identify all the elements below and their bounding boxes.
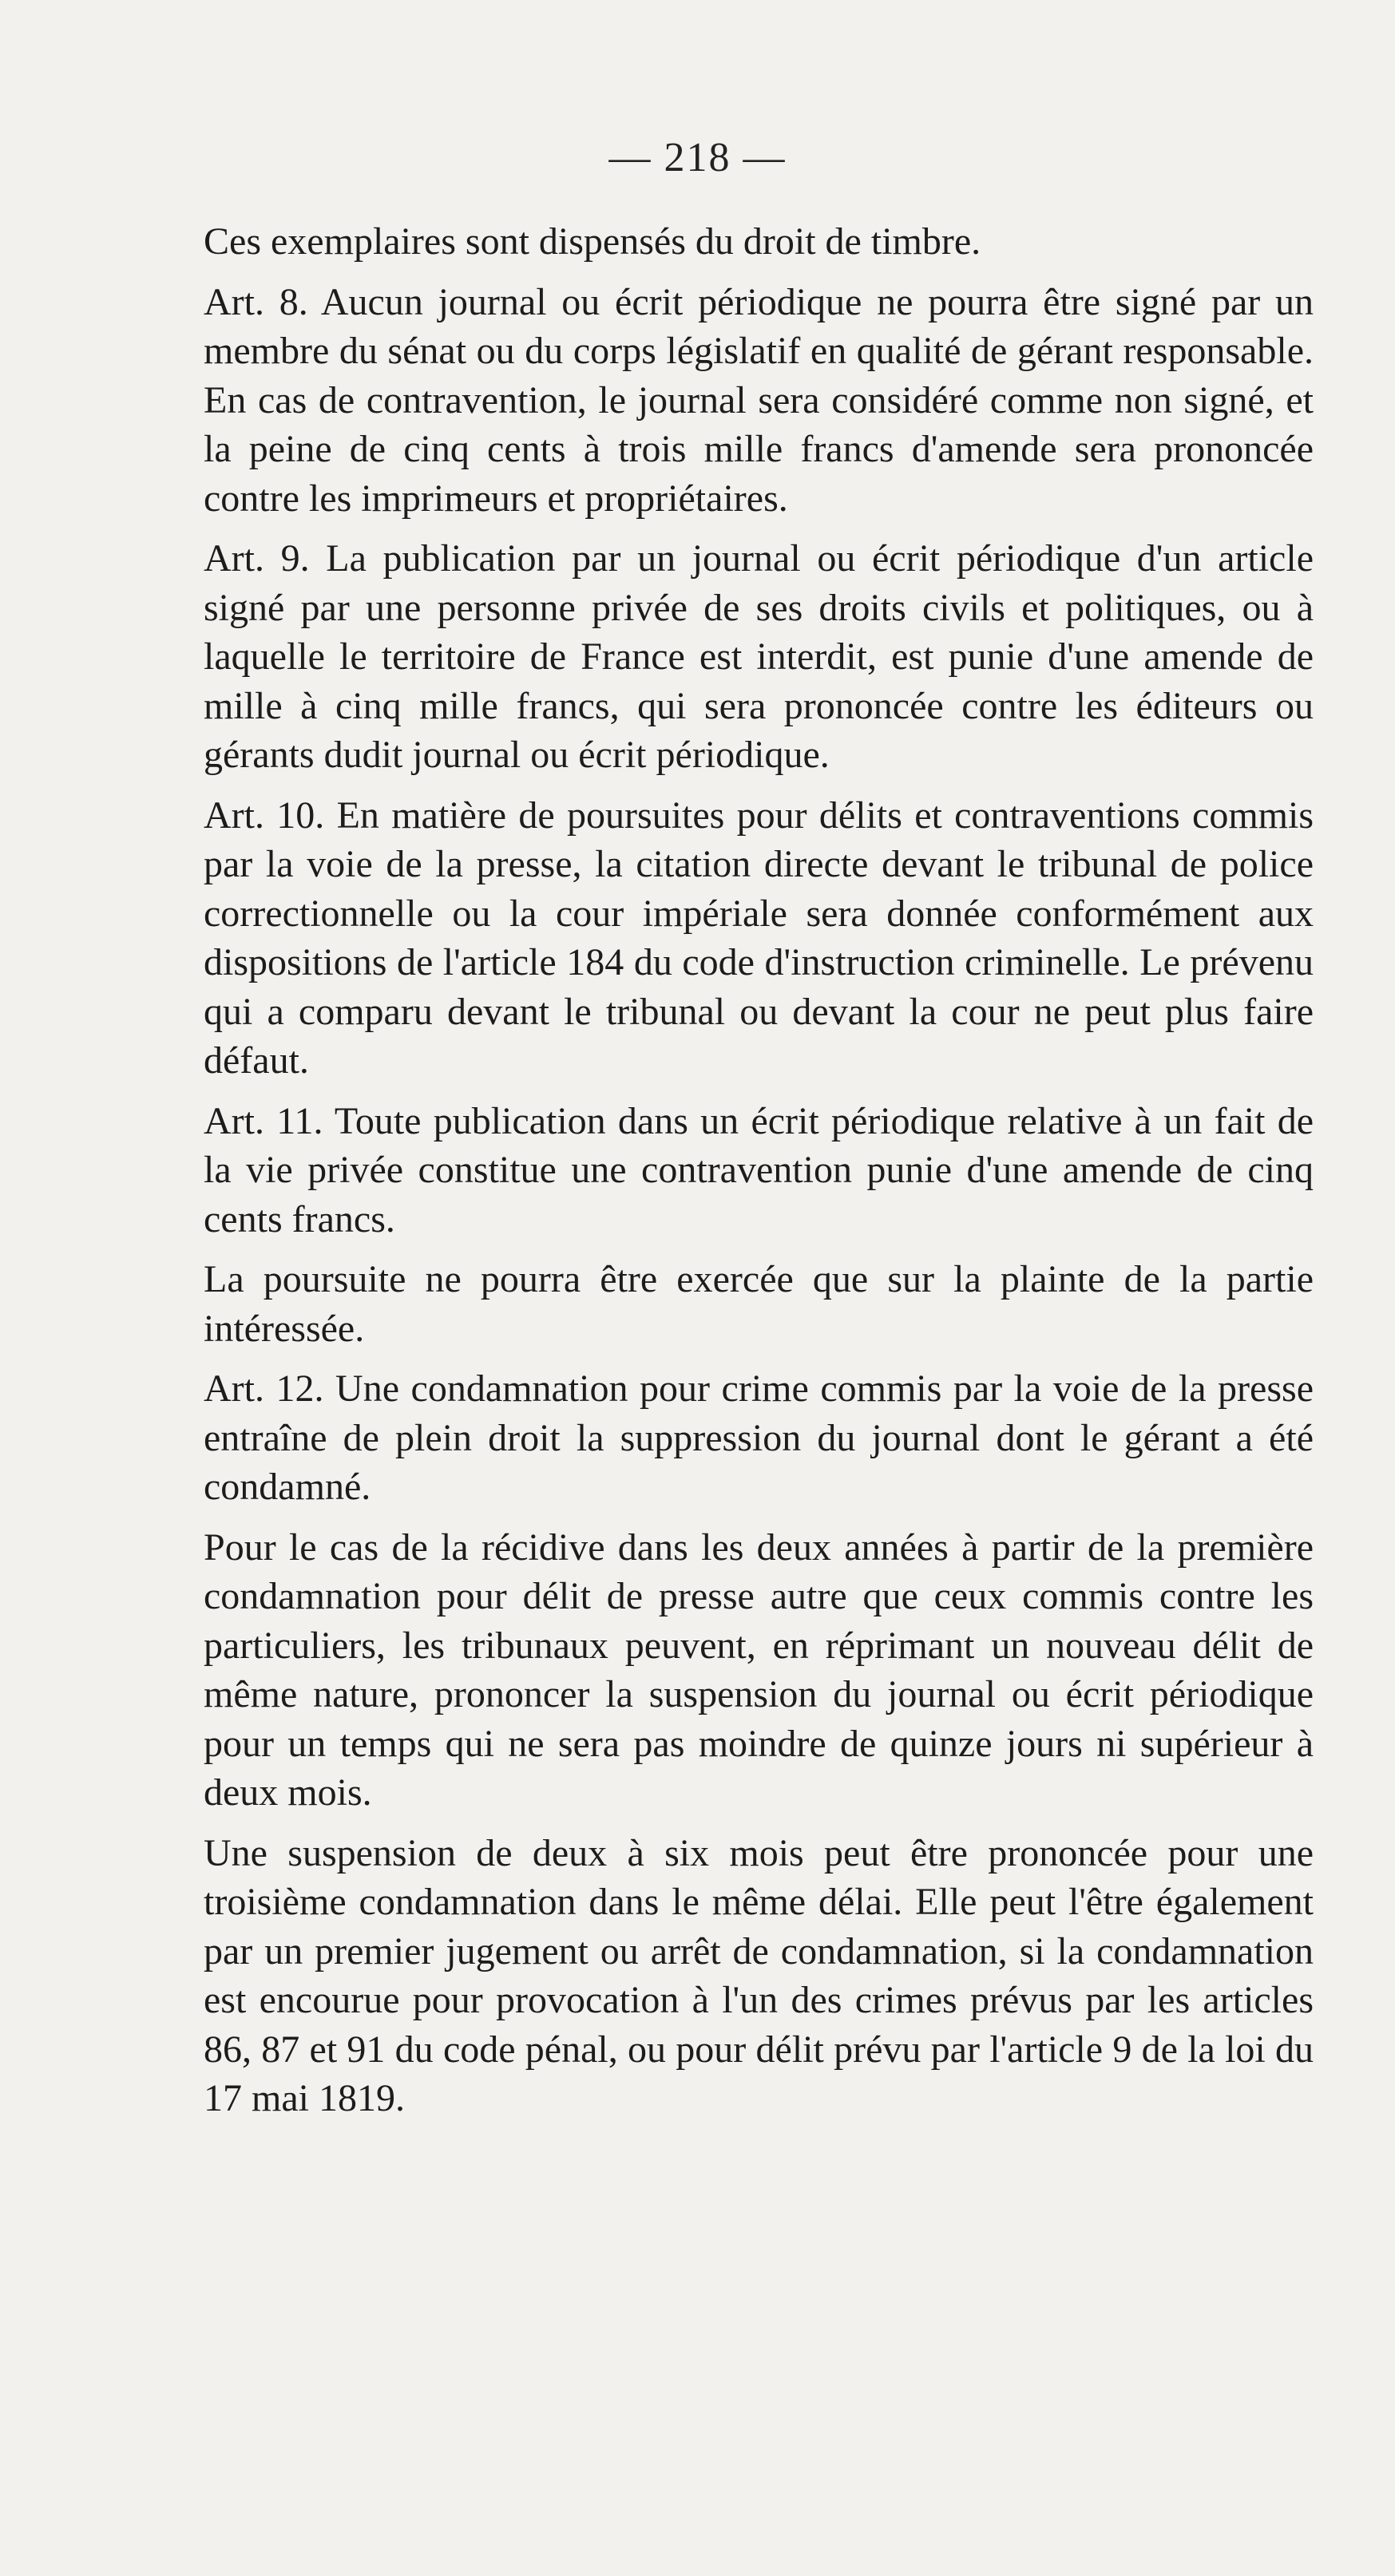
paragraph-article-11: Art. 11. Toute publication dans un écrit périodique relative à un fait de la vie privée constitue une contravention punie d'une amende de cinq cents francs.: [204, 1099, 1314, 1241]
paragraph-article-12: Art. 12. Une condamnation pour crime commis par la voie de la presse entraîne de plein droit la suppression du journal dont le gérant a été condamné.: [204, 1367, 1314, 1508]
paragraph-stamp-exemption: Ces exemplaires sont dispensés du droit de timbre.: [204, 220, 981, 263]
paragraph-article-12-recidivism: Pour le cas de la récidive dans les deux années à partir de la première condamnation pour délit de presse autre que ceux commis contre les particuliers, les tribunaux peuvent, en réprimant un nouveau délit de même nature, prononcer la suspension du journal ou écrit périodique pour un temps qui ne sera pas moindre de quinze jours ni supérieur à deux mois.: [204, 1525, 1314, 1814]
page-number: — 218 —: [608, 135, 787, 180]
paragraph-article-9: Art. 9. La publication par un journal ou écrit périodique d'un article signé par une personne privée de ses droits civils et politiques, ou à laquelle le territoire de France est interdit, est punie d'une amende de mille à cinq mille francs, qui sera prononcée contre les éditeurs ou gérants dudit journal ou écrit périodique.: [204, 537, 1314, 776]
paragraph-article-12-suspension: Une suspension de deux à six mois peut être prononcée pour une troisième condamnation dans le même délai. Elle peut l'être également par un premier jugement ou arrêt de condamnation, si la condamnation est encourue pour provocation à l'un des crimes prévus par les articles 86, 87 et 91 du code pénal, ou pour délit prévu par l'article 9 de la loi du 17 mai 1819.: [204, 1831, 1314, 2119]
page-body: [204, 217, 1314, 2123]
paragraph-article-8: Art. 8. Aucun journal ou écrit périodique ne pourra être signé par un membre du sénat ou du corps législatif en qualité de gérant responsable. En cas de contravention, le journal sera considéré comme non signé, et la peine de cinq cents à trois mille francs d'amende sera prononcée contre les imprimeurs et propriétaires.: [204, 280, 1314, 520]
paragraph-article-11-complaint: La poursuite ne pourra être exercée que sur la plainte de la partie intéressée.: [204, 1258, 1314, 1350]
paragraph-article-10: Art. 10. En matière de poursuites pour délits et contraventions commis par la voie de la presse, la citation directe devant le tribunal de police correctionnelle ou la cour impériale sera donnée conformément aux dispositions de l'article 184 du code d'instruction criminelle. Le prévenu qui a comparu devant le tribunal ou devant la cour ne peut plus faire défaut.: [204, 793, 1314, 1082]
